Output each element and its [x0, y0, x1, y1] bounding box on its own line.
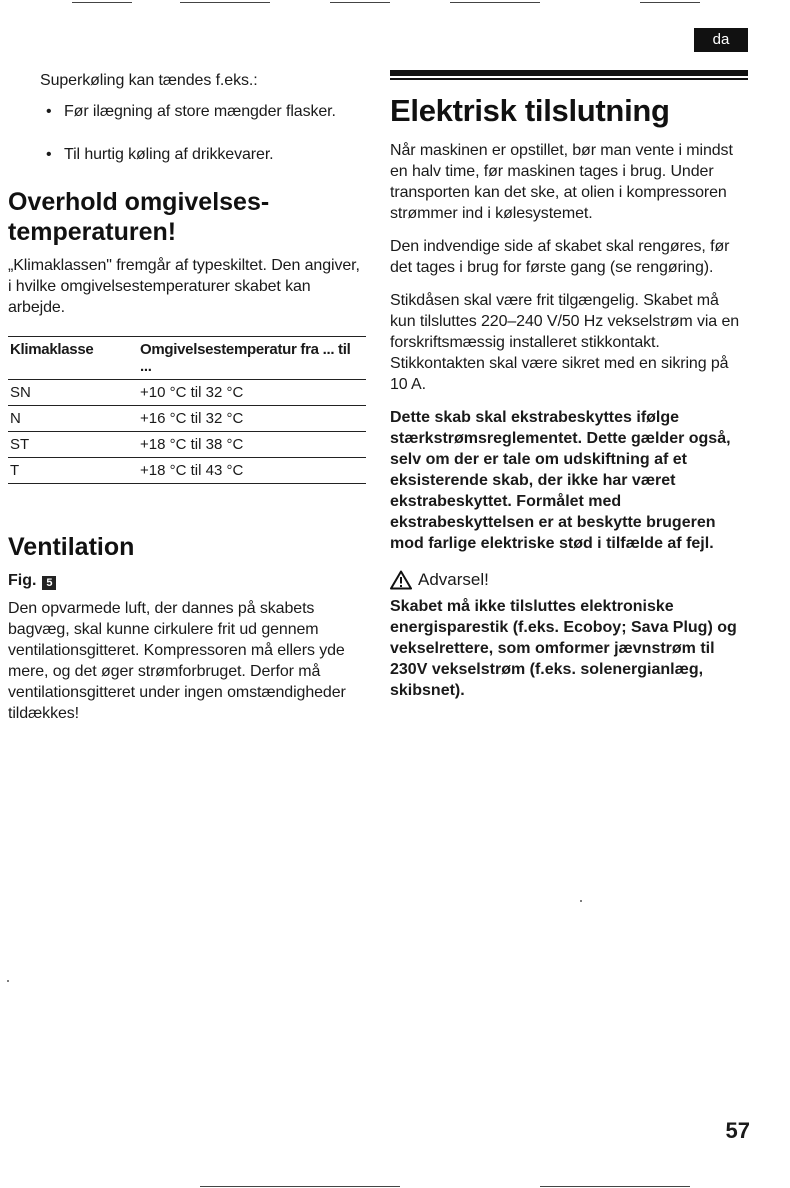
page-title: Elektrisk tilslutning [390, 93, 670, 128]
list-item: • Før ilægning af store mængder flasker. [8, 101, 366, 122]
section-title-line: temperaturen! [8, 218, 177, 246]
section-title-ventilation: Ventilation [8, 533, 135, 561]
paragraph-cleaning: Den indvendige side af skabet skal rengøres, før det tages i brug for første gang (se rengøring). [390, 238, 730, 276]
scan-artifact [450, 2, 540, 3]
warning-label: Advarsel! [418, 570, 489, 589]
figure-label: Fig. [8, 572, 37, 589]
figure-number-badge: 5 [42, 576, 56, 590]
page-number: 57 [725, 1118, 750, 1143]
column-header: Omgivelsestemperatur fra ... til ... [140, 341, 351, 375]
ventilation-text: Den opvarmede luft, der dannes på skabets bagvæg, skal kunne cirkulere frit ud gennem ventilationsgitteret. Kompressoren må ellers yde mere, og det øger strømforbruget. Derfor må ventilationsgitteret under ingen omstændigheder tildækkes! [8, 600, 346, 722]
climate-class-text: „Klimaklassen" fremgår af typeskiltet. Den angiver, i hvilke omgivelsestemperaturer skabet kan arbejde. [8, 257, 360, 316]
scan-artifact [540, 1186, 690, 1187]
table-cell: N [10, 410, 21, 427]
table-header-row [8, 337, 366, 380]
scan-artifact [580, 900, 582, 902]
scan-artifact [330, 2, 390, 3]
scan-artifact [200, 1186, 400, 1187]
table-row [8, 432, 366, 458]
table-cell: +18 °C til 43 °C [140, 462, 244, 479]
section-title-ambient [8, 187, 366, 247]
paragraph-warning: Skabet må ikke tilsluttes elektroniske energisparestik (f.eks. Ecoboy; Sava Plug) og vekselrettere, som omformer jævnstrøm til 230V vekselstrøm (f.eks. solenergianlæg, skibsnet). [390, 598, 737, 699]
column-header: Klimaklasse [10, 341, 94, 358]
table-cell: SN [10, 384, 31, 401]
paragraph-socket: Stikdåsen skal være frit tilgængelig. Skabet må kun tilsluttes 220–240 V/50 Hz vekselstrøm via en forskriftsmæssig installeret stikkontakt. Stikkontakten skal være sikret med en sikring på 10 A. [390, 292, 740, 393]
list-item: • Til hurtig køling af drikkevarer. [8, 144, 366, 165]
figure-reference [8, 572, 366, 590]
superkoling-intro: Superkøling kan tændes f.eks.: [40, 72, 258, 89]
scan-artifact [180, 2, 270, 3]
scan-artifact [7, 980, 9, 982]
paragraph-protection: Dette skab skal ekstrabeskyttes ifølge stærkstrømsreglementet. Dette gælder også, selv om der er tale om udskiftning af et eksisterende skab, der ikke har været ekstrabeskyttet. Formålet med ekstrabeskyttelsen er at beskytte brugeren mod farlige elektriske stød i tilfælde af fejl. [390, 409, 731, 552]
table-row [8, 458, 366, 484]
scan-artifact [640, 2, 700, 3]
climate-class-table [8, 336, 366, 484]
table-cell: ST [10, 436, 30, 453]
table-cell: +10 °C til 32 °C [140, 384, 244, 401]
heading-rule [390, 70, 748, 76]
warning-triangle-icon [390, 570, 412, 590]
paragraph-setup: Når maskinen er opstillet, bør man vente i mindst en halv time, før maskinen tages i brug. Under transporten kan det ske, at olien i kompressoren strømmer ind i kølesystemet. [390, 142, 733, 222]
scan-artifact [72, 2, 132, 3]
right-column [390, 70, 748, 701]
table-cell: T [10, 462, 20, 479]
superkoling-list [8, 101, 366, 165]
table-cell: +18 °C til 38 °C [140, 436, 244, 453]
table-cell: +16 °C til 32 °C [140, 410, 244, 427]
table-row [8, 406, 366, 432]
language-badge: da [694, 28, 748, 52]
heading-rule [390, 78, 748, 80]
left-column [8, 70, 366, 724]
table-row [8, 380, 366, 406]
warning-heading [390, 570, 748, 590]
section-title-line: Overhold omgivelses- [8, 188, 270, 216]
